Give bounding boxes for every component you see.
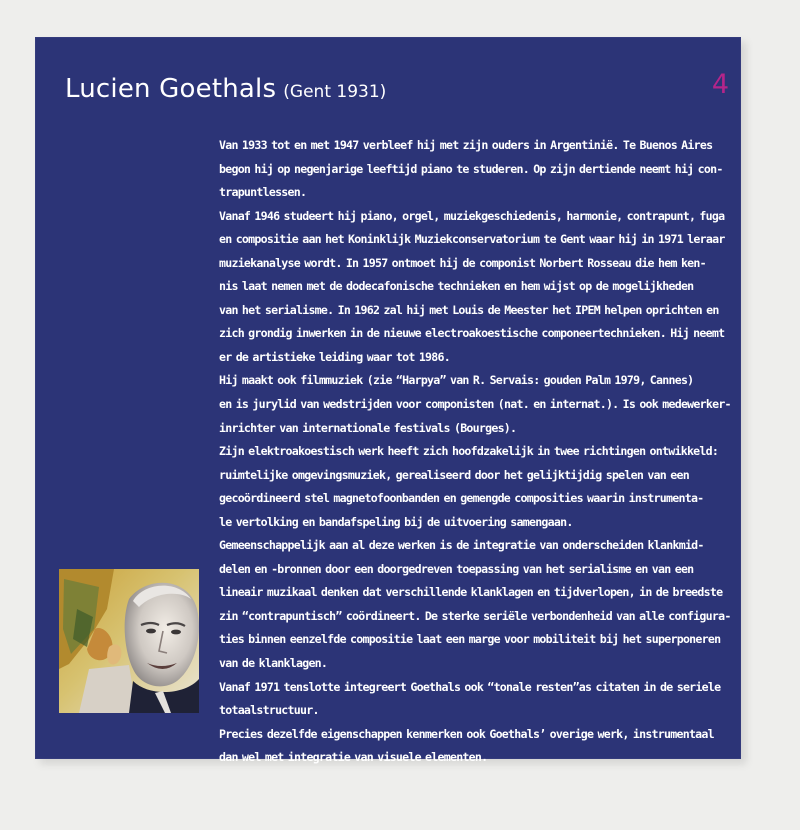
biography-line: Precies dezelfde eigenschappen kenmerken ook Goethals’ overige werk, instrumentaal bbox=[219, 726, 714, 741]
biography-line: trapuntlessen. bbox=[219, 185, 307, 200]
biography-line: Vanaf 1971 tenslotte integreert Goethals ook “tonale resten”as citaten in de seriele bbox=[219, 679, 721, 694]
biography-line: Gemeenschappelijk aan al deze werken is de integratie van onderscheiden klankmid- bbox=[219, 538, 704, 553]
biography-line: Van 1933 tot en met 1947 verbleef hij met zijn ouders in Argentinië. Te Buenos Aires bbox=[219, 138, 713, 152]
biography-line: totaalstructuur. bbox=[219, 703, 319, 718]
composer-name: Lucien Goethals bbox=[65, 74, 277, 104]
biography-line: Vanaf 1946 studeert hij piano, orgel, muziekgeschiedenis, harmonie, contrapunt, fuga bbox=[219, 208, 725, 223]
page-number: 4 bbox=[711, 69, 729, 100]
biography-line: van het serialisme. In 1962 zal hij met Louis de Meester het IPEM helpen oprichten en bbox=[219, 302, 719, 317]
biography-line: Zijn elektroakoestisch werk heeft zich hoofdzakelijk in twee richtingen ontwikkeld: bbox=[219, 444, 719, 459]
biography-line: zin “contrapuntisch” coördineert. De sterke seriële verbondenheid van alle configura- bbox=[219, 608, 731, 623]
biography-line: van de klanklagen. bbox=[219, 656, 328, 671]
biography-line: dan wel met integratie van visuele elementen. bbox=[219, 750, 488, 765]
composer-portrait-photo bbox=[59, 569, 199, 713]
biography-line: Hij maakt ook filmmuziek (zie “Harpya” van R. Servais: gouden Palm 1979, Cannes) bbox=[219, 373, 694, 388]
biography-line: en is jurylid van wedstrijden voor componisten (nat. en internat.). Is ook medewerker- bbox=[219, 397, 731, 412]
biography-line: delen en -bronnen door een doorgedreven toepassing van het serialisme en van een bbox=[219, 561, 694, 576]
biography-line: ties binnen eenzelfde compositie laat een marge voor mobiliteit bij het superponeren bbox=[219, 632, 721, 647]
biography-line: nis laat nemen met de dodecafonische technieken en hem wijst op de mogelijkheden bbox=[219, 279, 694, 294]
page-title bbox=[65, 74, 386, 104]
biography-line: ruimtelijke omgevingsmuziek, gerealiseerd door het gelijktijdig spelen van een bbox=[219, 467, 689, 482]
biography-line: en compositie aan het Koninklijk Muziekconservatorium te Gent waar hij in 1971 leraar bbox=[219, 232, 725, 247]
biography-line: le vertolking en bandafspeling bij de uitvoering samengaan. bbox=[219, 514, 573, 529]
booklet-page bbox=[35, 37, 741, 765]
biography-text bbox=[219, 134, 731, 770]
biography-line: inrichter van internationale festivals (Bourges). bbox=[219, 420, 517, 435]
biography-line: begon hij op negenjarige leeftijd piano te studeren. Op zijn dertiende neemt hij con- bbox=[219, 161, 723, 176]
biography-line: zich grondig inwerken in de nieuwe electroakoestische componeertechnieken. Hij neemt bbox=[219, 326, 725, 341]
biography-line: er de artistieke leiding waar tot 1986. bbox=[219, 349, 450, 364]
composer-birth-info: (Gent 1931) bbox=[283, 82, 387, 102]
portrait-photo-icon bbox=[59, 569, 199, 713]
biography-line: gecoördineerd stel magnetofoonbanden en gemengde composities waarin instrumenta- bbox=[219, 491, 704, 506]
biography-line: lineair muzikaal denken dat verschillende klanklagen en tijdverlopen, in de breedste bbox=[219, 585, 723, 600]
biography-line: muziekanalyse wordt. In 1957 ontmoet hij de componist Norbert Rosseau die hem ken- bbox=[219, 255, 706, 270]
